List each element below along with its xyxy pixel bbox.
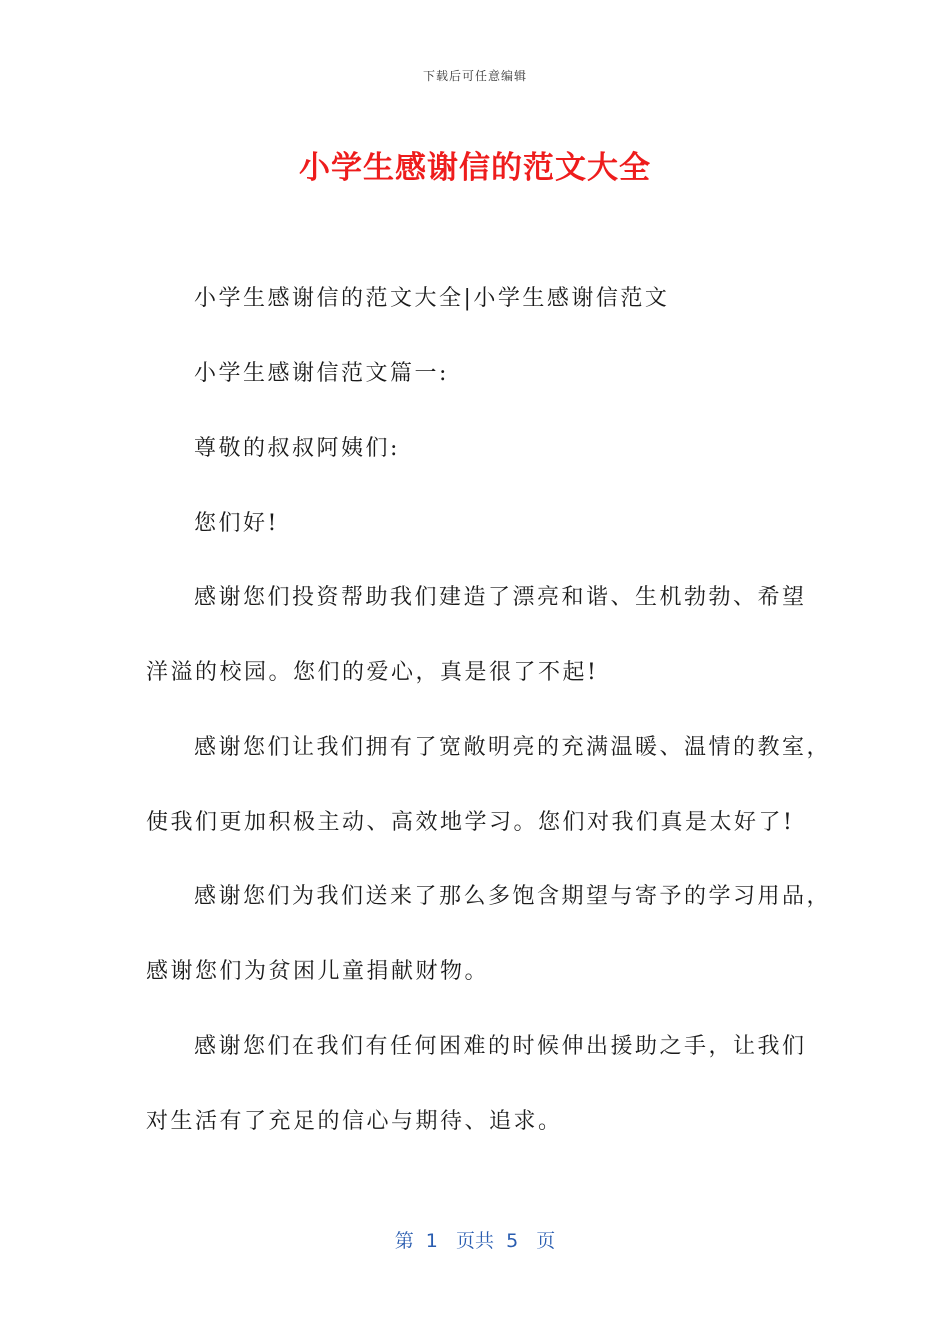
header-note: 下载后可任意编辑	[422, 69, 527, 83]
body-line-salutation: 尊敬的叔叔阿姨们:	[194, 436, 400, 461]
body-line-paragraph-2b: 使我们更加积极主动、高效地学习。您们对我们真是太好了!	[146, 810, 795, 835]
body-line-subtitle: 小学生感谢信的范文大全|小学生感谢信范文	[194, 286, 670, 311]
body-line-paragraph-4a: 感谢您们在我们有任何困难的时候伸出援助之手，让我们	[194, 1034, 807, 1059]
body-line-paragraph-1b: 洋溢的校园。您们的爱心，真是很了不起!	[146, 660, 599, 685]
body-line-paragraph-2a: 感谢您们让我们拥有了宽敞明亮的充满温暖、温情的教室，	[194, 735, 832, 760]
body-line-paragraph-3b: 感谢您们为贫困儿童捐献财物。	[146, 959, 490, 984]
body-line-paragraph-4b: 对生活有了充足的信心与期待、追求。	[146, 1109, 563, 1134]
body-line-paragraph-3a: 感谢您们为我们送来了那么多饱含期望与寄予的学习用品，	[194, 884, 832, 909]
page-number-footer: 第 1 页共 5 页	[394, 1230, 556, 1252]
body-line-section-heading: 小学生感谢信范文篇一:	[194, 361, 449, 386]
body-line-paragraph-1a: 感谢您们投资帮助我们建造了漂亮和谐、生机勃勃、希望	[194, 585, 807, 610]
document-title: 小学生感谢信的范文大全	[299, 150, 651, 186]
body-line-greeting: 您们好!	[194, 511, 279, 536]
